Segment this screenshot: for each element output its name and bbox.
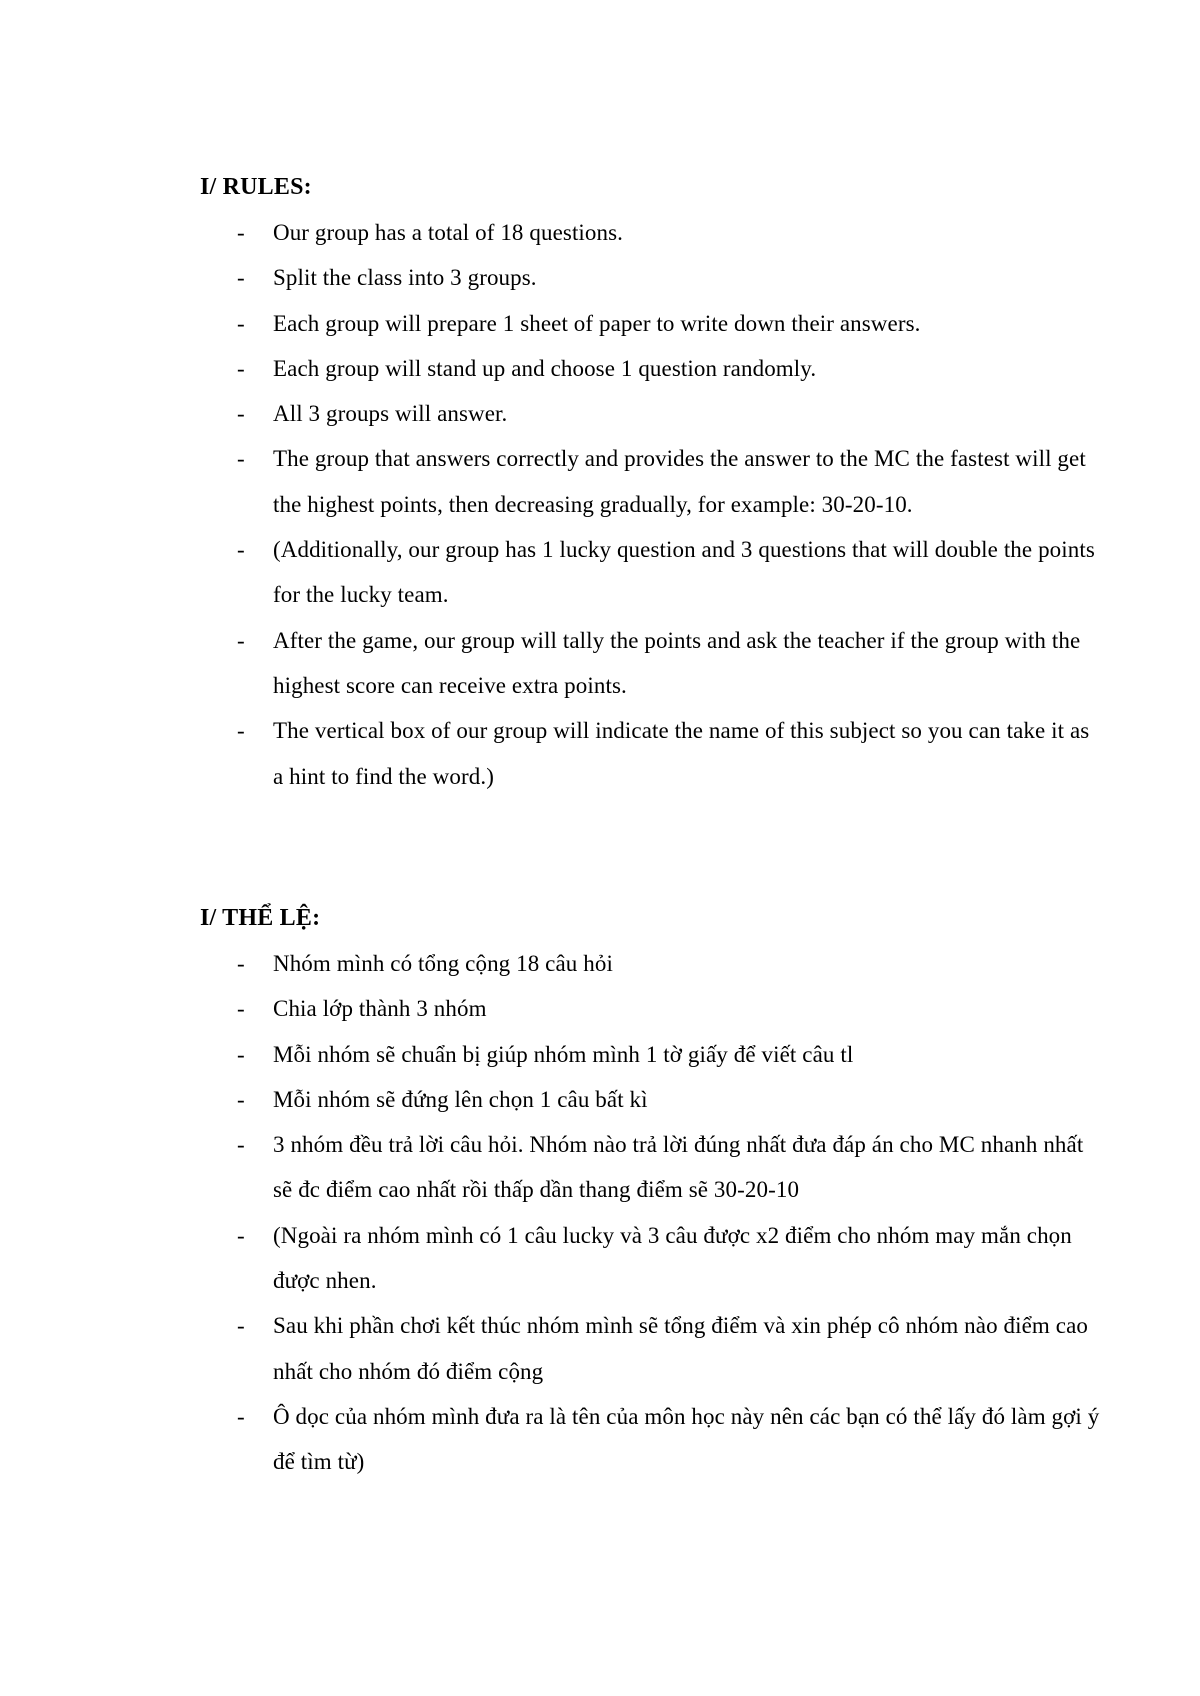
list-item [200, 1394, 1103, 1485]
bullet-dash: - [237, 1403, 245, 1429]
list-item-text: (Additionally, our group has 1 lucky question and 3 questions that will double the points for the lucky team. [273, 537, 1095, 608]
rules-vietnamese-list [200, 941, 1100, 1485]
list-item [200, 346, 1103, 391]
bullet-dash: - [237, 537, 245, 563]
list-item [200, 391, 1103, 436]
rules-english-heading: I/ RULES: [200, 174, 312, 200]
list-item-text: The group that answers correctly and provides the answer to the MC the fastest will get the highest points, then decreasing gradually, for example: 30-20-10. [273, 446, 1086, 517]
bullet-dash: - [237, 1041, 245, 1067]
list-item-text: The vertical box of our group will indicate the name of this subject so you can take it as a hint to find the word.) [273, 718, 1090, 789]
bullet-dash: - [237, 1222, 245, 1248]
list-item [200, 618, 1103, 709]
bullet-dash: - [237, 996, 245, 1022]
list-item-text: All 3 groups will answer. [273, 401, 508, 427]
list-item-text: Sau khi phần chơi kết thúc nhóm mình sẽ tổng điểm và xin phép cô nhóm nào điểm cao nhất cho nhóm đó điểm cộng [273, 1313, 1088, 1384]
rules-vietnamese-heading: I/ THỂ LỆ: [200, 905, 321, 931]
list-item [200, 986, 1103, 1031]
rules-english-section [200, 172, 1100, 799]
list-item-text: Ô dọc của nhóm mình đưa ra là tên của môn học này nên các bạn có thể lấy đó làm gợi ý để tìm từ) [273, 1403, 1100, 1475]
list-item [200, 1213, 1103, 1304]
bullet-dash: - [237, 1313, 245, 1339]
list-item-text: Mỗi nhóm sẽ đứng lên chọn 1 câu bất kì [273, 1086, 648, 1112]
list-item [200, 1032, 1103, 1077]
bullet-dash: - [237, 220, 245, 245]
rules-english-list [200, 210, 1100, 799]
bullet-dash: - [237, 265, 245, 291]
bullet-dash: - [237, 951, 245, 976]
rules-vietnamese-section [200, 903, 1100, 1485]
bullet-dash: - [237, 355, 245, 381]
list-item [200, 708, 1103, 799]
bullet-dash: - [237, 627, 245, 653]
list-item [200, 210, 1103, 255]
list-item [200, 1077, 1103, 1122]
list-item-text: Each group will stand up and choose 1 question randomly. [273, 355, 817, 381]
list-item [200, 301, 1103, 346]
list-item [200, 1122, 1103, 1213]
list-item-text: Each group will prepare 1 sheet of paper to write down their answers. [273, 310, 921, 336]
list-item [200, 527, 1103, 618]
bullet-dash: - [237, 718, 245, 744]
list-item-text: 3 nhóm đều trả lời câu hỏi. Nhóm nào trả lời đúng nhất đưa đáp án cho MC nhanh nhất sẽ đc điểm cao nhất rồi thấp dần thang điểm sẽ 30-20-10 [273, 1132, 1084, 1203]
list-item-text: (Ngoài ra nhóm mình có 1 câu lucky và 3 câu được x2 điểm cho nhóm may mắn chọn được nhen. [273, 1222, 1072, 1294]
list-item-text: Mỗi nhóm sẽ chuẩn bị giúp nhóm mình 1 tờ giấy để viết câu tl [273, 1041, 854, 1067]
list-item-text: Split the class into 3 groups. [273, 265, 537, 291]
bullet-dash: - [237, 310, 245, 336]
list-item-text: Nhóm mình có tổng cộng 18 câu hỏi [273, 951, 613, 976]
list-item [200, 941, 1103, 986]
list-item [200, 255, 1103, 300]
list-item [200, 436, 1103, 527]
list-item-text: Our group has a total of 18 questions. [273, 220, 624, 245]
bullet-dash: - [237, 1086, 245, 1112]
bullet-dash: - [237, 1132, 245, 1158]
list-item-text: Chia lớp thành 3 nhóm [273, 996, 487, 1022]
list-item [200, 1303, 1103, 1394]
list-item-text: After the game, our group will tally the points and ask the teacher if the group with the highest score can receive extra points. [273, 627, 1081, 698]
bullet-dash: - [237, 401, 245, 427]
bullet-dash: - [237, 446, 245, 472]
